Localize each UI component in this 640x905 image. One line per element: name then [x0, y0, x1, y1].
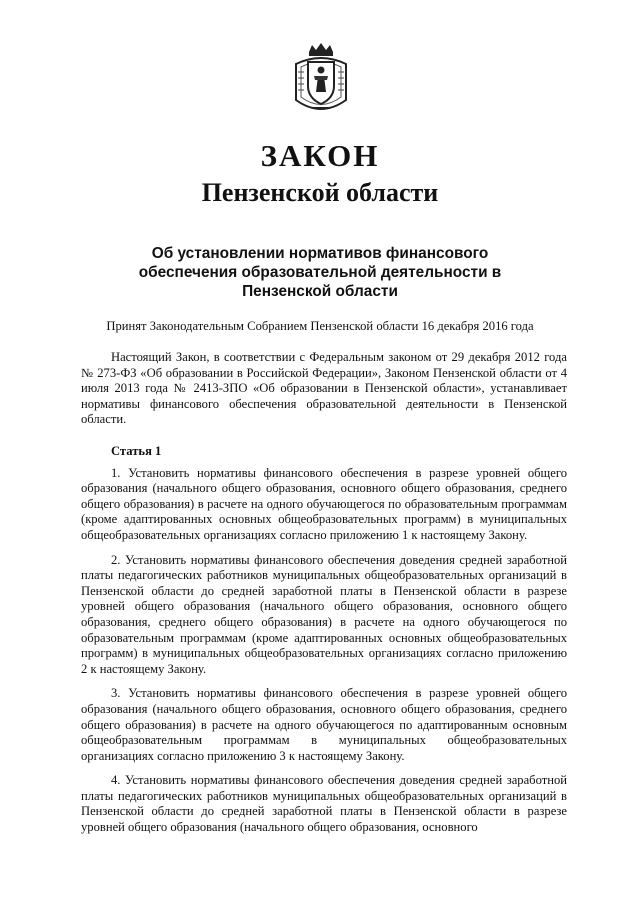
law-title-line: Пензенской области: [242, 283, 398, 300]
preamble-paragraph: Настоящий Закон, в соответствии с Федеральным законом от 29 декабря 2012 года № 273-ФЗ «Об образовании в Российской Федерации», Законом Пензенской области от 4 июля 2013 года № 2413-ЗПО «Об образовании в Пензенской области», устанавливает нормативы финансового обеспечения образовательной деятельности в Пензенской области.: [81, 350, 567, 427]
law-title-line: Об установлении нормативов финансового: [151, 245, 489, 262]
article-point: 1. Установить нормативы финансового обеспечения в разрезе уровней общего образования (начального общего образования, основного общего образования, среднего общего образования) в расчете на одного обучающегося по образовательным программам (кроме адаптированных основных общеобразовательных программ) в муниципальных общеобразовательных организациях согласно приложению 1 к настоящему Закону.: [81, 465, 567, 542]
coat-of-arms-icon: [292, 42, 350, 116]
law-title-line: обеспечения образовательной деятельности в: [138, 264, 502, 281]
article-section: [81, 444, 567, 845]
preamble-section: [81, 350, 567, 437]
document-title: ЗАКОН: [260, 138, 380, 173]
article-point: 3. Установить нормативы финансового обеспечения в разрезе уровней общего образования (начального общего образования, основного общего образования, среднего общего образования) в расчете на одного обучающегося по адаптированным основным общеобразовательным программам в муниципальных общеобразовательных организациях согласно приложению 3 к настоящему Закону.: [81, 686, 567, 763]
adoption-note: Принят Законодательным Собранием Пензенской области 16 декабря 2016 года: [106, 319, 534, 333]
article-point: 2. Установить нормативы финансового обеспечения доведения средней заработной платы педагогических работников муниципальных общеобразовательных организаций в Пензенской области до средней заработной платы в Пензенской области в разрезе уровней общего образования (начального общего образования, основного общего образования, среднего общего образования) в расчете на одного обучающегося по образовательным программам (кроме адаптированных основных общеобразовательных программ) в муниципальных общеобразовательных организациях согласно приложению 2 к настоящему Закону.: [81, 552, 567, 676]
law-title: [0, 244, 640, 301]
article-heading: Статья 1: [111, 444, 162, 458]
article-point: 4. Установить нормативы финансового обеспечения доведения средней заработной платы педагогических работников муниципальных общеобразовательных организаций в Пензенской области до средней заработной платы в Пензенской области в разрезе уровней общего образования (начального общего образования, основного: [81, 773, 567, 835]
document-subtitle: Пензенской области: [201, 178, 439, 207]
